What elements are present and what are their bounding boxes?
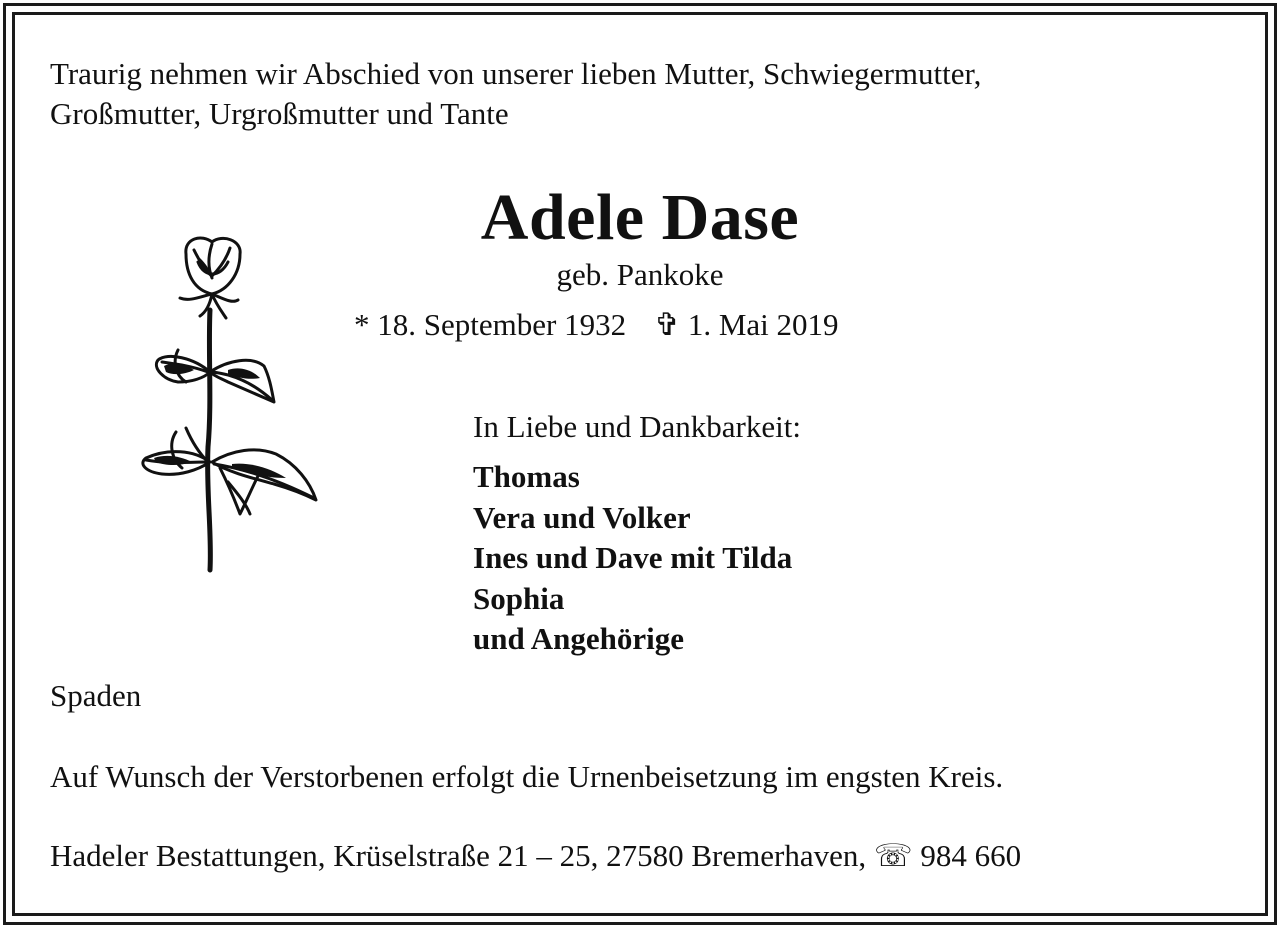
intro-line-2: Großmutter, Urgroßmutter und Tante [50,96,509,131]
mourner-name: und Angehörige [473,621,685,656]
phone-number: 984 660 [920,838,1022,873]
maiden-name: geb. Pankoke [556,257,724,292]
rose-icon [128,232,324,577]
birth-date: * 18. September 1932 [354,307,627,342]
intro-line-1: Traurig nehmen wir Abschied von unserer lieben Mutter, Schwiegermutter, [50,56,982,91]
thanks-line: In Liebe und Dankbarkeit: [473,409,801,444]
cross-icon: ✞ [654,307,681,342]
intro-text [50,54,981,134]
mourner-name: Vera und Volker [473,499,691,535]
mourner-name: Sophia [473,580,565,616]
deceased-name: Adele Dase [480,181,800,254]
undertaker-line [50,836,1021,876]
mourners-list [473,457,792,660]
burial-wish: Auf Wunsch der Verstorbenen erfolgt die Urnenbeisetzung im engsten Kreis. [50,759,1004,794]
life-dates [354,305,839,345]
place: Spaden [50,678,142,713]
mourner-name: Ines und Dave mit Tilda [473,540,793,575]
undertaker-address: Hadeler Bestattungen, Krüselstraße 21 – 25, 27580 Bremerhaven, [50,838,867,873]
telephone-icon: ☏ [873,838,913,873]
mourner-name: Thomas [473,459,580,494]
death-date: 1. Mai 2019 [687,307,839,342]
